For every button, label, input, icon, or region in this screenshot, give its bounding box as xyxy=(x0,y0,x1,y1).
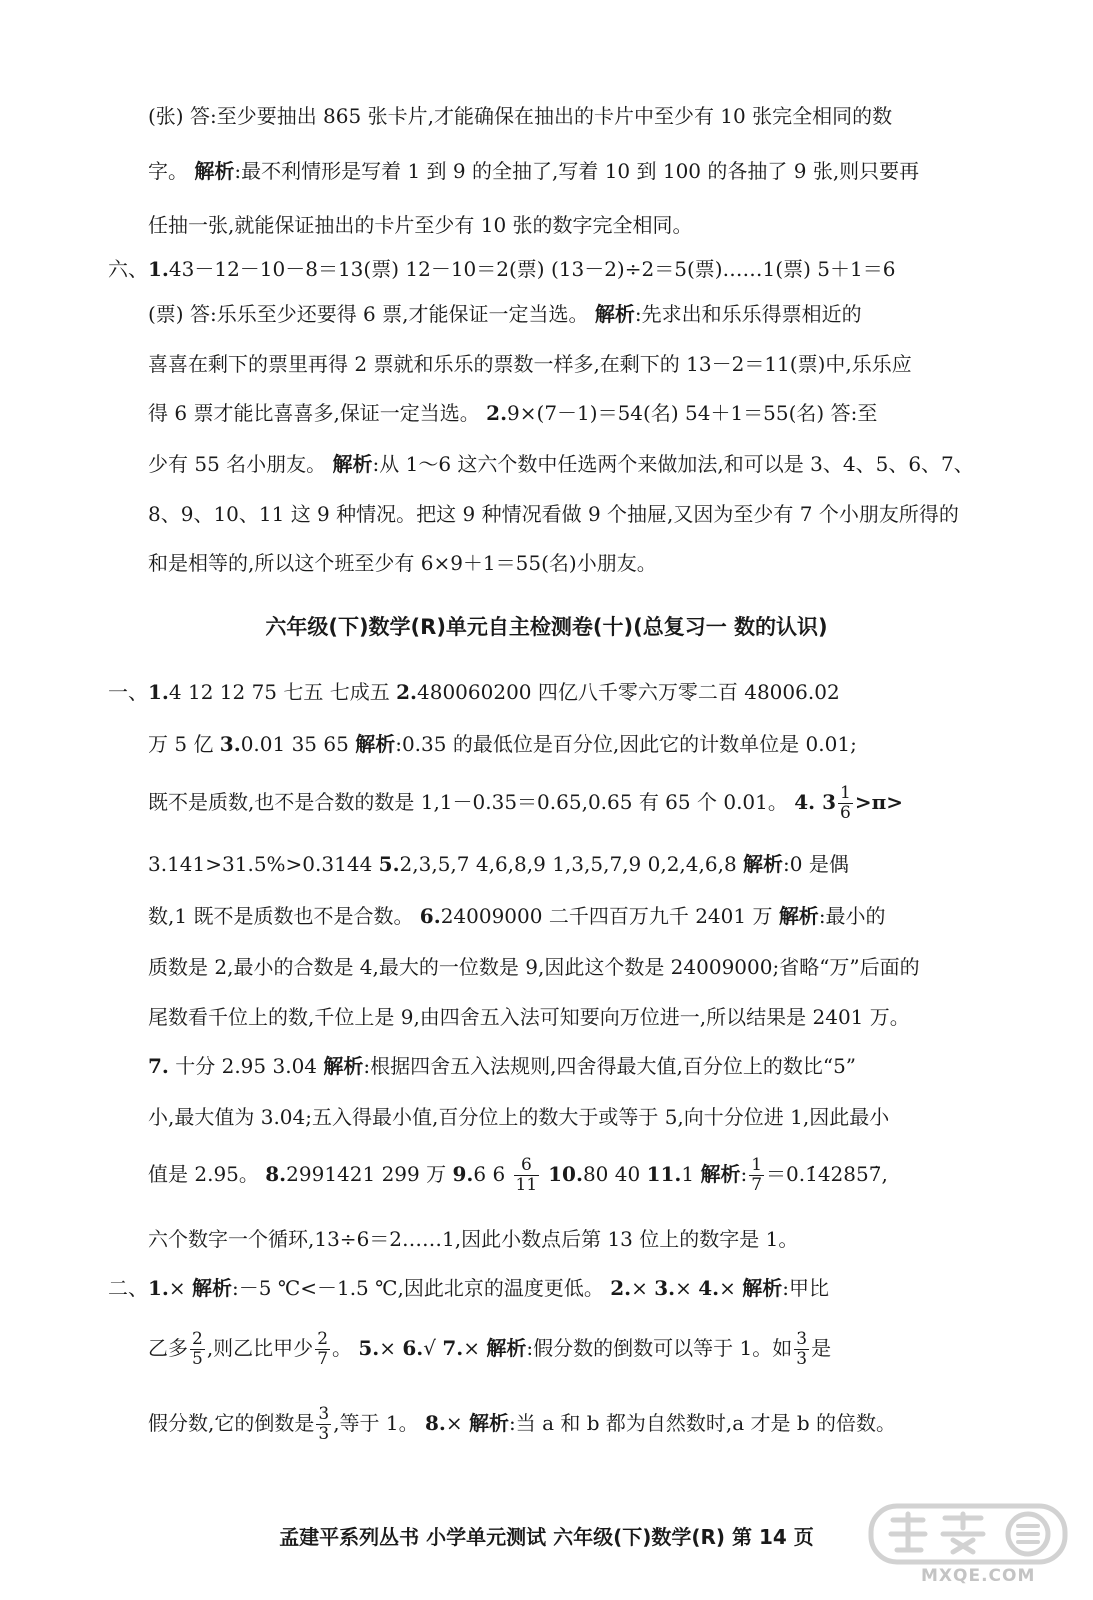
text-line: 喜喜在剩下的票里再得 2 票就和乐乐的票数一样多,在剩下的 13－2＝11(票)中,乐乐应 xyxy=(148,352,912,376)
watermark-logo xyxy=(863,1500,1073,1590)
text-line: 二、1.× 解析:－5 ℃<－1.5 ℃,因此北京的温度更低。 2.× 3.× 4.× 解析:甲比 xyxy=(108,1276,830,1300)
text-line: 3.141>31.5%>0.3144 5.2,3,5,7 4,6,8,9 1,3,5,7,9 0,2,4,6,8 解析:0 是偶 xyxy=(148,852,849,876)
text-line: 质数是 2,最小的合数是 4,最大的一位数是 9,因此这个数是 24009000;省略“万”后面的 xyxy=(148,955,920,979)
text-line: 少有 55 名小朋友。 解析:从 1～6 这六个数中任选两个来做加法,和可以是 3、4、5、6、7、 xyxy=(148,452,974,476)
fraction: $\frac{2}{7}$ xyxy=(317,1329,329,1369)
fraction: $\frac{3}{3}$ xyxy=(796,1329,808,1369)
page-footer: 孟建平系列丛书 小学单元测试 六年级(下)数学(R) 第 14 页 xyxy=(279,1525,814,1549)
text-line: 字。 解析:最不利情形是写着 1 到 9 的全抽了,写着 10 到 100 的各抽了 9 张,则只要再 xyxy=(148,159,920,183)
text-line: 8、9、10、11 这 9 种情况。把这 9 种情况看做 9 个抽屉,又因为至少有 7 个小朋友所得的 xyxy=(148,502,959,526)
fraction: $\frac{1}{7}$ xyxy=(751,1155,763,1195)
text-line: 既不是质数,也不是合数的数是 1,1－0.35＝0.65,0.65 有 65 个 0.01。 4. 3 $\frac{1}{6}$ >π> xyxy=(148,783,904,823)
text-line: (票) 答:乐乐至少还要得 6 票,才能保证一定当选。 解析:先求出和乐乐得票相近的 xyxy=(148,302,862,326)
text-line: 值是 2.95。 8.2991421 299 万 9.6 6 $\frac{6}{11}$ 10.80 40 11.1 解析: $\frac{1}{7}$ ＝0.1̇42857̇, xyxy=(148,1155,888,1195)
text-line: 乙多 $\frac{2}{5}$ ,则乙比甲少 $\frac{2}{7}$ 。 5.× 6.√ 7.× 解析:假分数的倒数可以等于 1。如 $\frac{3}{3}$ 是 xyxy=(148,1329,832,1369)
text-line: 万 5 亿 3.0.01 35 65 解析:0.35 的最低位是百分位,因此它的计数单位是 0.01; xyxy=(148,732,857,756)
text-line: 任抽一张,就能保证抽出的卡片至少有 10 张的数字完全相同。 xyxy=(148,213,693,237)
text-line: 假分数,它的倒数是 $\frac{3}{3}$ ,等于 1。 8.× 解析:当 a 和 b 都为自然数时,a 才是 b 的倍数。 xyxy=(148,1404,897,1444)
text-line: 六个数字一个循环,13÷6＝2……1,因此小数点后第 13 位上的数字是 1。 xyxy=(148,1227,799,1251)
text-line: 一、1.4 12 12 75 七五 七成五 2.480060200 四亿八千零六万零二百 48006.02 xyxy=(108,680,840,704)
watermark-logo-icon xyxy=(863,1500,1073,1570)
text-line: (张) 答:至少要抽出 865 张卡片,才能确保在抽出的卡片中至少有 10 张完全相同的数 xyxy=(148,104,893,128)
text-line: 得 6 票才能比喜喜多,保证一定当选。 2.9×(7－1)＝54(名) 54＋1＝55(名) 答:至 xyxy=(148,401,878,425)
watermark-text: MXQE.COM xyxy=(921,1566,1036,1586)
text-line: 六、1.43－12－10－8＝13(票) 12－10＝2(票) (13－2)÷2＝5(票)……1(票) 5＋1＝6 xyxy=(108,257,896,281)
text-line: 7. 十分 2.95 3.04 解析:根据四舍五入法规则,四舍得最大值,百分位上的数比“5” xyxy=(148,1054,857,1078)
fraction: $\frac{1}{6}$ xyxy=(840,783,851,823)
text-line: 尾数看千位上的数,千位上是 9,由四舍五入法可知要向万位进一,所以结果是 2401 万。 xyxy=(148,1005,910,1029)
section-title: 六年级(下)数学(R)单元自主检测卷(十)(总复习一 数的认识) xyxy=(265,615,828,639)
text-line: 数,1 既不是质数也不是合数。 6.24009000 二千四百万九千 2401 万 解析:最小的 xyxy=(148,904,886,928)
fraction: $\frac{2}{5}$ xyxy=(192,1329,203,1369)
fraction: $\frac{6}{11}$ xyxy=(515,1155,538,1195)
fraction: $\frac{3}{3}$ xyxy=(318,1404,330,1444)
text-line: 和是相等的,所以这个班至少有 6×9＋1＝55(名)小朋友。 xyxy=(148,551,657,575)
text-line: 小,最大值为 3.04;五入得最小值,百分位上的数大于或等于 5,向十分位进 1,因此最小 xyxy=(148,1105,890,1129)
